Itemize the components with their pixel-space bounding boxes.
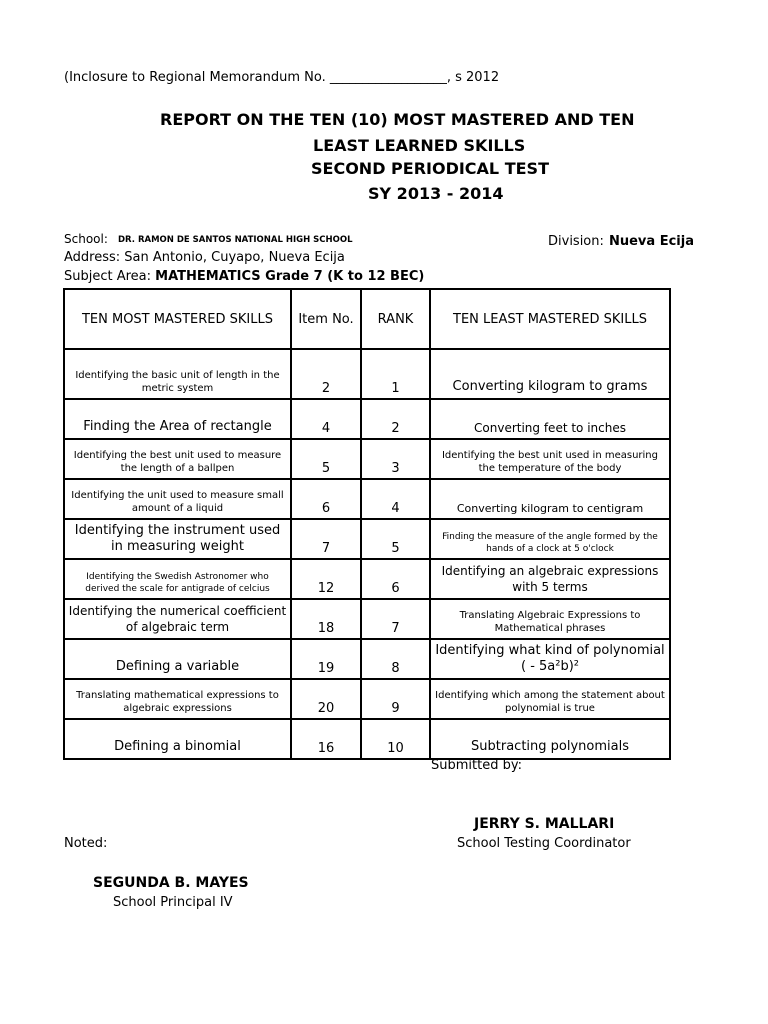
- header-most-mastered: TEN MOST MASTERED SKILLS: [64, 289, 291, 349]
- title-line-2: LEAST LEARNED SKILLS: [313, 136, 526, 155]
- rank: 2: [361, 399, 430, 439]
- least-mastered-skill: Translating Algebraic Expressions to Mathematical phrases: [430, 599, 670, 639]
- subject-value: MATHEMATICS Grade 7 (K to 12 BEC): [155, 269, 425, 284]
- item-number: 2: [291, 349, 361, 399]
- item-number: 4: [291, 399, 361, 439]
- division: [548, 230, 694, 250]
- least-mastered-skill: Finding the measure of the angle formed by the hands of a clock at 5 o'clock: [430, 519, 670, 559]
- principal-name: SEGUNDA B. MAYES: [93, 875, 249, 891]
- rank: 10: [361, 719, 430, 759]
- table-row: [64, 719, 670, 759]
- report-title: [0, 108, 768, 208]
- least-mastered-skill: Converting kilogram to centigram: [430, 479, 670, 519]
- title-line-1: REPORT ON THE TEN (10) MOST MASTERED AND TEN: [160, 110, 635, 129]
- least-mastered-skill: Identifying which among the statement about polynomial is true: [430, 679, 670, 719]
- item-number: 6: [291, 479, 361, 519]
- most-mastered-skill: Identifying the instrument used in measuring weight: [64, 519, 291, 559]
- skills-table: [63, 288, 671, 760]
- submitted-by-label: Submitted by:: [431, 758, 522, 773]
- most-mastered-skill: Identifying the unit used to measure small amount of a liquid: [64, 479, 291, 519]
- subject-area: [64, 269, 424, 284]
- table-header-row: [64, 289, 670, 349]
- address: Address: San Antonio, Cuyapo, Nueva Ecija: [64, 250, 345, 265]
- least-mastered-skill: Identifying what kind of polynomial ( - 5a²b)²: [430, 639, 670, 679]
- least-mastered-skill: Converting kilogram to grams: [430, 349, 670, 399]
- most-mastered-skill: Identifying the basic unit of length in the metric system: [64, 349, 291, 399]
- table-row: [64, 349, 670, 399]
- coordinator-name: JERRY S. MALLARI: [474, 816, 615, 832]
- item-number: 5: [291, 439, 361, 479]
- rank: 8: [361, 639, 430, 679]
- item-number: 20: [291, 679, 361, 719]
- coordinator-title: School Testing Coordinator: [457, 836, 631, 851]
- least-mastered-skill: Subtracting polynomials: [430, 719, 670, 759]
- most-mastered-skill: Identifying the best unit used to measure the length of a ballpen: [64, 439, 291, 479]
- table-row: [64, 599, 670, 639]
- title-line-4: SY 2013 - 2014: [368, 184, 504, 203]
- table-row: [64, 559, 670, 599]
- least-mastered-skill: Identifying an algebraic expressions with 5 terms: [430, 559, 670, 599]
- division-value: Nueva Ecija: [608, 234, 694, 249]
- table-row: [64, 639, 670, 679]
- most-mastered-skill: Identifying the numerical coefficient of algebraic term: [64, 599, 291, 639]
- title-line-3: SECOND PERIODICAL TEST: [311, 159, 549, 178]
- enclosure-note: (Inclosure to Regional Memorandum No. __________________, s 2012: [64, 70, 500, 85]
- rank: 6: [361, 559, 430, 599]
- principal-title: School Principal IV: [113, 895, 233, 910]
- rank: 5: [361, 519, 430, 559]
- table-row: [64, 679, 670, 719]
- table-row: [64, 479, 670, 519]
- most-mastered-skill: Defining a binomial: [64, 719, 291, 759]
- least-mastered-skill: Converting feet to inches: [430, 399, 670, 439]
- table-row: [64, 439, 670, 479]
- most-mastered-skill: Defining a variable: [64, 639, 291, 679]
- header-item-no: Item No.: [291, 289, 361, 349]
- most-mastered-skill: Finding the Area of rectangle: [64, 399, 291, 439]
- item-number: 7: [291, 519, 361, 559]
- item-number: 19: [291, 639, 361, 679]
- item-number: 18: [291, 599, 361, 639]
- noted-label: Noted:: [64, 836, 108, 851]
- division-label: Division:: [548, 234, 604, 249]
- header-least-mastered: TEN LEAST MASTERED SKILLS: [430, 289, 670, 349]
- rank: 7: [361, 599, 430, 639]
- item-number: 16: [291, 719, 361, 759]
- rank: 4: [361, 479, 430, 519]
- rank: 9: [361, 679, 430, 719]
- rank: 3: [361, 439, 430, 479]
- least-mastered-skill: Identifying the best unit used in measuring the temperature of the body: [430, 439, 670, 479]
- table-row: [64, 519, 670, 559]
- school-name: DR. RAMON DE SANTOS NATIONAL HIGH SCHOOL: [118, 235, 353, 245]
- school-label: School:: [64, 232, 108, 246]
- item-number: 12: [291, 559, 361, 599]
- rank: 1: [361, 349, 430, 399]
- header-rank: RANK: [361, 289, 430, 349]
- most-mastered-skill: Translating mathematical expressions to algebraic expressions: [64, 679, 291, 719]
- subject-label: Subject Area:: [64, 269, 152, 284]
- table-row: [64, 399, 670, 439]
- most-mastered-skill: Identifying the Swedish Astronomer who derived the scale for antigrade of celcius: [64, 559, 291, 599]
